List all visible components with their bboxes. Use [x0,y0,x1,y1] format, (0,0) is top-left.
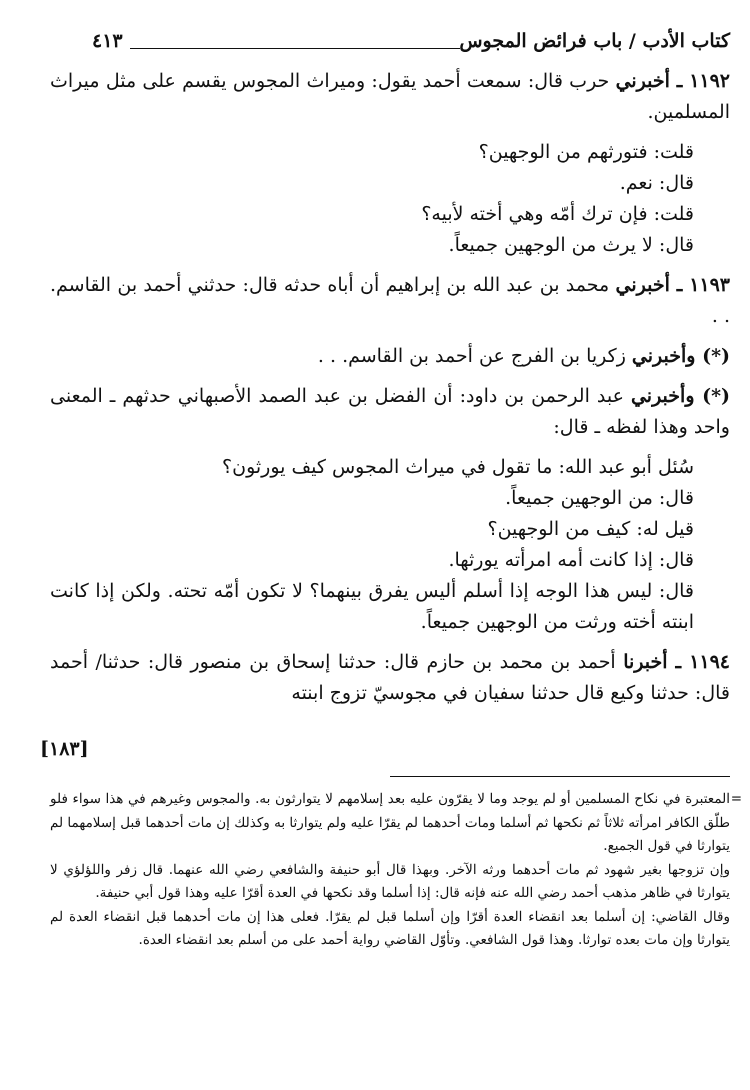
dialogue-line: قيل له: كيف من الوجهين؟ [487,518,694,540]
page-reference: [١٨٣] [40,738,89,760]
dialogue-line: سُئل أبو عبد الله: ما تقول في ميراث المجوس كيف يورثون؟ [222,456,694,478]
hadith-keyword: أخبرني [615,274,670,296]
hadith-1192 [50,66,730,128]
isnad-mark: (*) [702,385,731,407]
page-number: ٤١٣ [92,30,123,52]
hadith-text: أحمد بن محمد بن حازم قال: حدثنا إسحاق بن منصور قال: حدثنا/ أحمد قال: حدثنا وكيع قال حدثنا سفيان في مجوسيّ تزوج ابنته [50,651,730,704]
footnote-paragraph [50,788,742,859]
hadith-1194 [50,647,730,709]
hadith-dash: ـ [669,274,690,296]
dialogue-line: قال: ليس هذا الوجه إذا أسلم أليس يفرق بينهما؟ لا تكون أمّه تحته. ولكن إذا كانت ابنته أخته ورثت من الوجهين جميعاً. [50,580,694,633]
isnad-line-2 [50,381,730,443]
hadith-number: ١١٩٢ [689,70,731,92]
isnad-keyword: وأخبرني [631,345,703,367]
main-text [50,66,730,709]
footnote-rule [390,776,730,777]
dialogue-line: قلت: فتورثهم من الوجهين؟ [478,141,694,163]
dialogue-line: قال: نعم. [619,172,694,194]
hadith-dash: ـ [669,70,690,92]
isnad-line-1 [50,341,730,372]
hadith-text: محمد بن عبد الله بن إبراهيم أن أباه حدثه قال: حدثني أحمد بن القاسم. . . [50,274,730,327]
hadith-dash: ـ [667,651,690,673]
dialogue-line: قال: من الوجهين جميعاً. [505,487,694,509]
footnote-text: المعتبرة في نكاح المسلمين أو لم يوجد وما لا يقرّون عليه بعد إسلامهم لا يتوارثون به. والمجوس وغيرهم في هذا سواء فلو طلّق الكافر امرأته ثلاثاً ثم نكحها ثم أسلما ومات أحدهما لم يقرّا عليه ولم يتوارثا به وكذلك إن مات أحدهما قبل إسلامهما لم يتوارثا في قول الجميع. [50,791,730,854]
isnad-text: عبد الرحمن بن داود: أن الفضل بن عبد الصمد الأصبهاني حدثهم ـ المعنى واحد وهذا لفظه ـ قال: [50,385,730,438]
header-rule [130,48,460,49]
running-header-title: كتاب الأدب / باب فرائض المجوس [459,30,730,52]
isnad-text: زكريا بن الفرج عن أحمد بن القاسم. . . [317,345,632,367]
footnote-paragraph: وإن تزوجها بغير شهود ثم مات أحدهما ورثه الآخر. وبهذا قال أبو حنيفة والشافعي رضي الله عنهما. قال زفر واللؤلؤي لا يتوارثا في ظاهر مذهب أحمد رضي الله عنه فإنه قال: إذا أسلما وقد نكحها في العدة أقرّا عليه وهذا قول أبي حنيفة. [50,861,730,901]
dialogue-line: قال: لا يرث من الوجهين جميعاً. [448,234,694,256]
isnad-mark: (*) [702,345,730,367]
hadith-number: ١١٩٣ [689,274,731,296]
hadith-number: ١١٩٤ [689,651,731,673]
dialogue-line: قلت: فإن ترك أمّه وهي أخته لأبيه؟ [421,203,694,225]
hadith-1193 [50,270,730,332]
hadith-text: حرب قال: سمعت أحمد يقول: وميراث المجوس يقسم على مثل ميراث المسلمين. [50,70,730,123]
footnotes [50,788,742,953]
hadith-keyword: أخبرني [615,70,670,92]
hadith-keyword: أخبرنا [623,651,668,673]
isnad-keyword: وأخبرني [630,385,703,407]
footnote-paragraph: وقال القاضي: إن أسلما بعد انقضاء العدة أقرّا وإن أسلما قبل لم يقرّا. فعلى هذا إن مات أحدهما قبل انقضاء العدة لم يتوارثا وإن مات بعده توارثا. وهذا قول الشافعي. وتأوّل القاضي رواية أحمد على من أسلم بعد انقضاء العدة. [50,908,730,948]
dialogue-line: قال: إذا كانت أمه امرأته يورثها. [448,549,694,571]
continuation-mark: = [730,791,742,807]
